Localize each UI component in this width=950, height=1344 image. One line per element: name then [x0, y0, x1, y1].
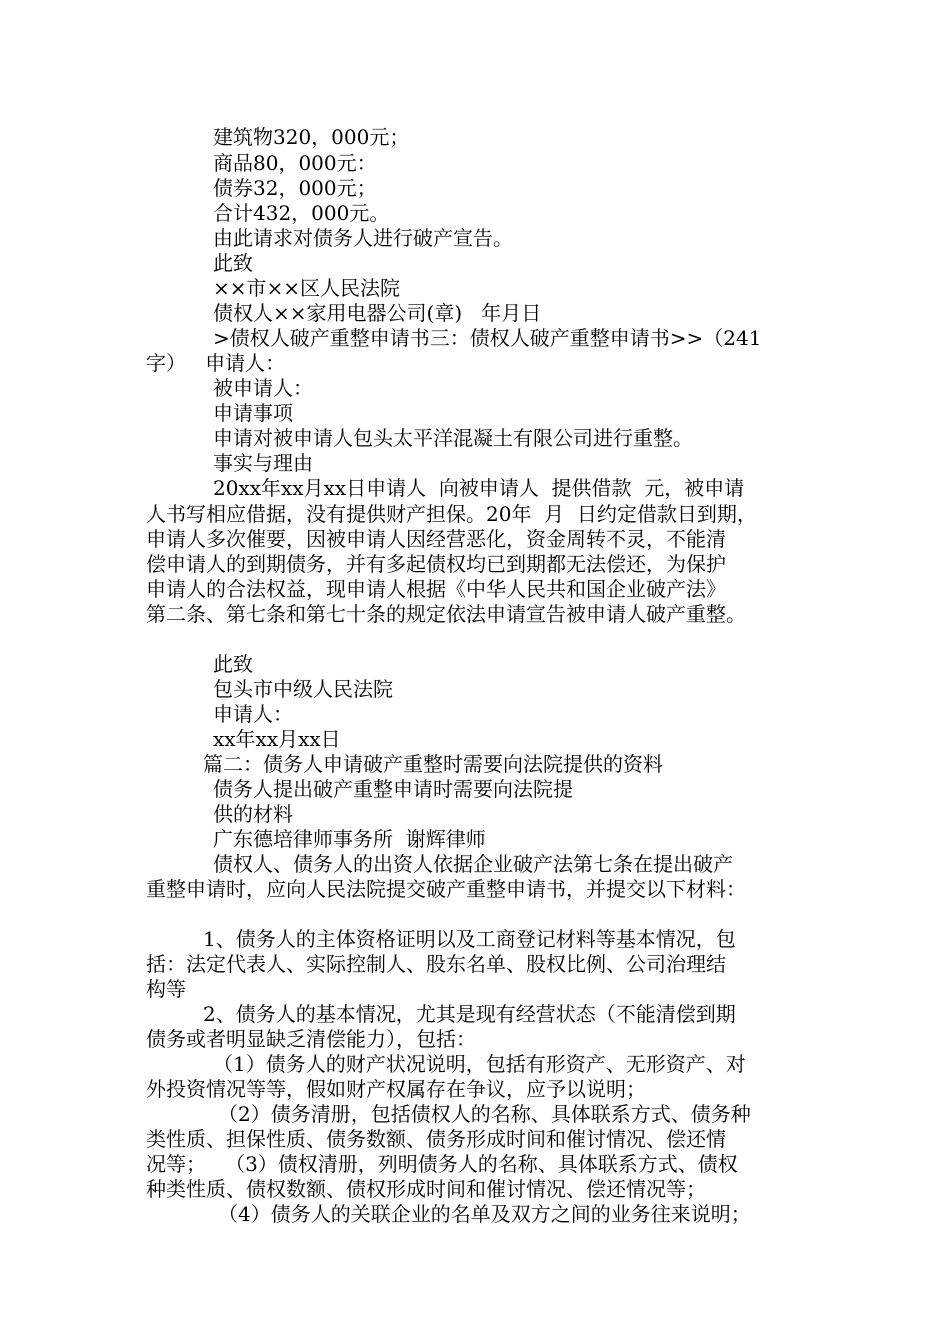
text-line: 被申请人：: [213, 376, 313, 400]
text-line: 申请人多次催要，因被申请人因经营恶化，资金周转不灵，不能清: [146, 527, 726, 551]
text-line: 广东德培律师事务所 谢辉律师: [213, 827, 486, 851]
text-line: 申请人的合法权益，现申请人根据《中华人民共和国企业破产法》: [146, 577, 726, 601]
text-line: 此致: [213, 652, 253, 676]
text-line: 篇二：债务人申请破产重整时需要向法院提供的资料: [203, 752, 663, 776]
text-line: （4）债务人的关联企业的名单及双方之间的业务往来说明；: [218, 1202, 751, 1226]
text-line: 申请人：: [213, 702, 293, 726]
text-line: 债券32，000元；: [213, 176, 377, 200]
text-line: 合计432，000元。: [213, 201, 390, 225]
text-line: （2）债务清册，包括债权人的名称、具体联系方式、债务种: [218, 1102, 751, 1126]
text-line: 2、债务人的基本情况，尤其是现有经营状态（不能清偿到期: [203, 1002, 736, 1026]
text-line: 申请对被申请人包头太平洋混凝土有限公司进行重整。: [213, 426, 693, 450]
text-line: xx年xx月xx日: [213, 727, 341, 751]
text-line: 偿申请人的到期债务，并有多起债权均已到期都无法偿还，为保护: [146, 552, 726, 576]
text-line: 外投资情况等等，假如财产权属存在争议，应予以说明；: [146, 1077, 646, 1101]
text-line: （1）债务人的财产状况说明，包括有形资产、无形资产、对: [213, 1052, 746, 1076]
text-line: 1、债务人的主体资格证明以及工商登记材料等基本情况，包: [203, 927, 736, 951]
text-line: 20xx年xx月xx日申请人 向被申请人 提供借款 元，被申请: [213, 476, 745, 500]
text-line: 债权人××家用电器公司(章) 年月日: [213, 301, 542, 325]
text-line: 债权人、债务人的出资人依据企业破产法第七条在提出破产: [213, 852, 733, 876]
text-line: 商品80，000元：: [213, 151, 377, 175]
text-line: 事实与理由: [213, 451, 313, 475]
text-line: 申请事项: [213, 401, 293, 425]
text-line: 类性质、担保性质、债务数额、债务形成时间和催讨情况、偿还情: [146, 1127, 726, 1151]
text-line: 由此请求对债务人进行破产宣告。: [213, 226, 513, 250]
text-line: 种类性质、债权数额、债权形成时间和催讨情况、偿还情况等；: [146, 1177, 706, 1201]
text-line: 构等: [146, 977, 186, 1001]
text-line: 债务人提出破产重整申请时需要向法院提: [213, 777, 573, 801]
text-line: 此致: [213, 251, 253, 275]
text-line: 人书写相应借据，没有提供财产担保。20年 月 日约定借款日到期，: [146, 502, 757, 526]
text-line: 字） 申请人：: [146, 351, 286, 375]
text-line: 供的材料: [213, 802, 293, 826]
text-line: >债权人破产重整申请书三：债权人破产重整申请书>>（241: [213, 326, 762, 350]
text-line: 建筑物320，000元；: [213, 125, 410, 149]
text-line: ××市××区人民法院: [213, 276, 401, 300]
text-line: 重整申请时，应向人民法院提交破产重整申请书，并提交以下材料：: [146, 877, 746, 901]
text-line: 包头市中级人民法院: [213, 677, 393, 701]
text-line: 第二条、第七条和第七十条的规定依法申请宣告被申请人破产重整。: [146, 602, 746, 626]
text-line: 债务或者明显缺乏清偿能力），包括：: [146, 1027, 476, 1051]
text-line: 括：法定代表人、实际控制人、股东名单、股权比例、公司治理结: [146, 952, 726, 976]
text-line: 况等； （3）债权清册，列明债务人的名称、具体联系方式、债权: [146, 1152, 738, 1176]
